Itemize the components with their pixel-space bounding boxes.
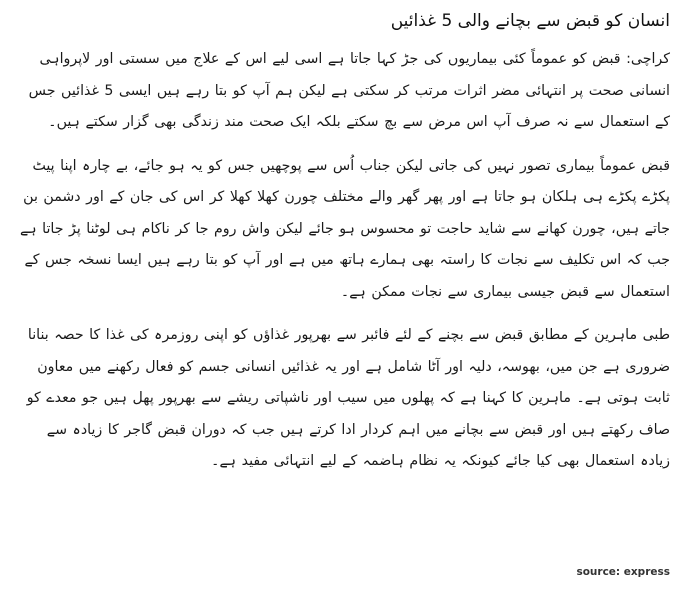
- article-paragraph-3: [14, 320, 670, 478]
- paragraph-text: طبی ماہرین کے مطابق قبض سے بچنے کے لئے فائبر سے بھرپور غذاؤں کو اپنی روزمرہ کی غذا کا حصہ بنانا ضروری ہے جن میں، بھوسہ، دلیہ اور آٹا شامل ہے اور یہ غذائیں انسانی جسم کو فعال رکھنے میں معاون ثابت ہوتی ہے۔ ماہرین کا کہنا ہے کہ پھلوں میں سیب اور ناشپاتی ریشے سے بھرپور پھل ہیں جو معدے کو صاف رکھتے ہیں اور قبض سے بچانے میں اہم کردار ادا کرتے ہیں جب کہ دوران قبض گاجر کا زیادہ سے زیادہ استعمال بھی کیا جائے کیونکہ یہ نظام ہاضمہ کے لیے انتہائی مفید ہے۔: [26, 327, 670, 469]
- article-title: انسان کو قبض سے بچانے والی 5 غذائیں: [390, 11, 670, 31]
- source-credit: source: express: [576, 566, 670, 578]
- paragraph-text: قبض عموماً بیماری تصور نہیں کی جاتی لیکن جناب اُس سے پوچھیں جس کو یہ ہو جائے، بے چارہ اپنا پیٹ پکڑے پکڑے ہی ہلکان ہو جاتا ہے اور پھر گھر والے مختلف چورن کھلا کھلا کر اس کی جان کے اور دشمن بن جاتے ہیں، چورن کھانے سے شاید حاجت تو محسوس ہو جائے لیکن واش روم جا کر ناکام ہی لوٹنا پڑ جاتا ہے جب کہ اس تکلیف سے نجات کا راستہ بھی ہمارے ہاتھ میں ہے اور آپ کو بتا رہے ہیں ایسا نسخہ جس کے استعمال سے قبض جیسی بیماری سے نجات ممکن ہے۔: [20, 157, 670, 300]
- paragraph-text: قبض کو عموماً کئی بیماریوں کی جڑ کہا جاتا ہے اسی لیے اس کے علاج میں سستی اور لاپرواہی انسانی صحت پر انتہائی مضر اثرات مرتب کر سکتی ہے لیکن ہم آپ کو بتا رہے ہیں ایسی 5 غذائیں جس کے استعمال سے نہ صرف آپ اس مرض سے بچ سکتے بلکہ ایک صحت مند زندگی بھی گزار سکتے ہیں۔: [28, 51, 670, 130]
- dateline: کراچی:: [626, 51, 670, 67]
- article: [14, 6, 670, 490]
- article-paragraph-1: [14, 44, 670, 139]
- article-paragraph-2: [14, 151, 670, 309]
